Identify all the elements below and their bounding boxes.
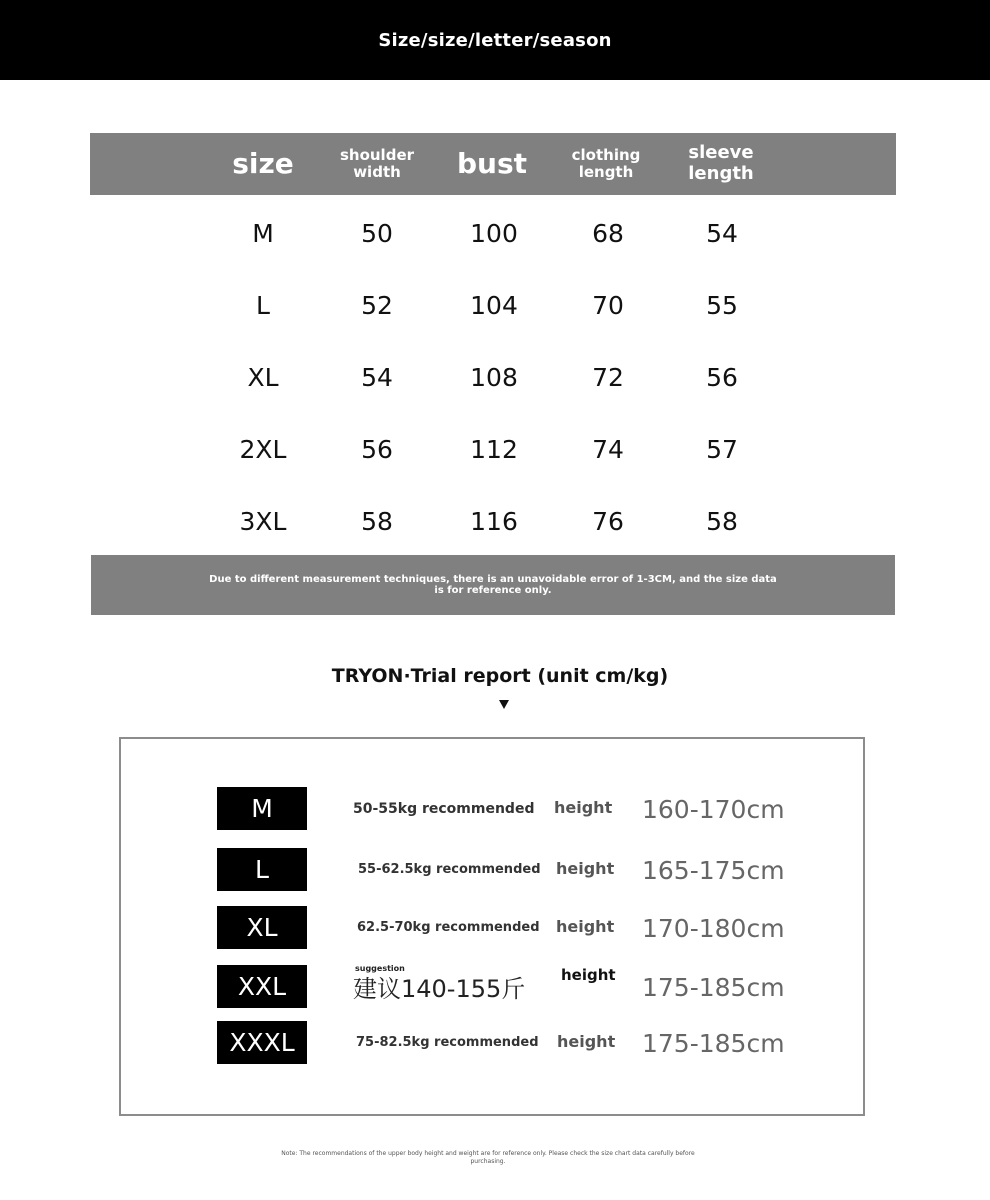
cell-length: 68 — [592, 218, 624, 248]
tryon-row — [217, 906, 817, 950]
size-badge: XXXL — [217, 1021, 307, 1064]
size-badge: L — [217, 848, 307, 891]
cell-size: L — [256, 290, 270, 320]
footnote: Note: The recommendations of the upper body height and weight are for reference only. Please check the size chart data carefully before purchasing. — [281, 1150, 695, 1166]
suggestion-label: suggestion — [355, 964, 405, 973]
cell-size: 2XL — [239, 434, 287, 464]
cell-size: M — [252, 218, 274, 248]
header-bar — [0, 0, 990, 80]
cell-bust: 116 — [470, 506, 518, 536]
tryon-row — [217, 965, 817, 1009]
size-table-note — [91, 555, 895, 615]
cell-bust: 104 — [470, 290, 518, 320]
cell-length: 76 — [592, 506, 624, 536]
measurement-note: Due to different measurement techniques, there is an unavoidable error of 1-3CM, and the size data is for reference only. — [209, 574, 777, 596]
cell-length: 74 — [592, 434, 624, 464]
height-range: 165-175cm — [642, 855, 785, 885]
size-table-header — [90, 133, 896, 195]
height-range: 170-180cm — [642, 913, 785, 943]
weight-recommendation: 62.5-70kg recommended — [357, 920, 540, 935]
cell-shoulder: 52 — [361, 290, 393, 320]
weight-recommendation: 75-82.5kg recommended — [356, 1035, 539, 1050]
header-size: size — [232, 146, 294, 180]
size-badge: M — [217, 787, 307, 830]
cell-bust: 112 — [470, 434, 518, 464]
cell-shoulder: 58 — [361, 506, 393, 536]
cell-sleeve: 55 — [706, 290, 738, 320]
cell-sleeve: 57 — [706, 434, 738, 464]
page-title: Size/size/letter/season — [378, 29, 612, 51]
height-range: 175-185cm — [642, 1028, 785, 1058]
cell-sleeve: 58 — [706, 506, 738, 536]
weight-recommendation: 建议140-155斤 — [353, 975, 526, 1003]
table-row — [90, 413, 896, 485]
weight-recommendation: 50-55kg recommended — [353, 800, 535, 817]
height-range: 160-170cm — [642, 794, 785, 824]
height-label: height — [554, 797, 613, 817]
table-row — [90, 485, 896, 557]
table-row — [90, 197, 896, 269]
tryon-row — [217, 787, 817, 831]
cell-length: 72 — [592, 362, 624, 392]
weight-recommendation: 55-62.5kg recommended — [358, 862, 541, 877]
height-label: height — [561, 966, 616, 984]
cell-shoulder: 56 — [361, 434, 393, 464]
table-row — [90, 269, 896, 341]
cell-bust: 100 — [470, 218, 518, 248]
header-sleeve-length: sleeve length — [688, 142, 754, 184]
height-label: height — [556, 858, 615, 878]
size-badge: XXL — [217, 965, 307, 1008]
cell-size: 3XL — [239, 506, 287, 536]
tryon-row — [217, 848, 817, 892]
cell-sleeve: 54 — [706, 218, 738, 248]
height-label: height — [557, 1031, 616, 1051]
table-row — [90, 341, 896, 413]
header-shoulder-width: shoulder width — [339, 145, 415, 181]
cell-shoulder: 54 — [361, 362, 393, 392]
cell-size: XL — [247, 362, 279, 392]
down-arrow-icon — [499, 700, 509, 709]
height-range: 175-185cm — [642, 972, 785, 1002]
header-clothing-length: clothing length — [571, 145, 641, 181]
cell-bust: 108 — [470, 362, 518, 392]
cell-sleeve: 56 — [706, 362, 738, 392]
tryon-title: TRYON·Trial report (unit cm/kg) — [331, 665, 669, 687]
header-bust: bust — [456, 146, 528, 180]
cell-shoulder: 50 — [361, 218, 393, 248]
size-badge: XL — [217, 906, 307, 949]
height-label: height — [556, 916, 615, 936]
tryon-row — [217, 1021, 817, 1065]
cell-length: 70 — [592, 290, 624, 320]
